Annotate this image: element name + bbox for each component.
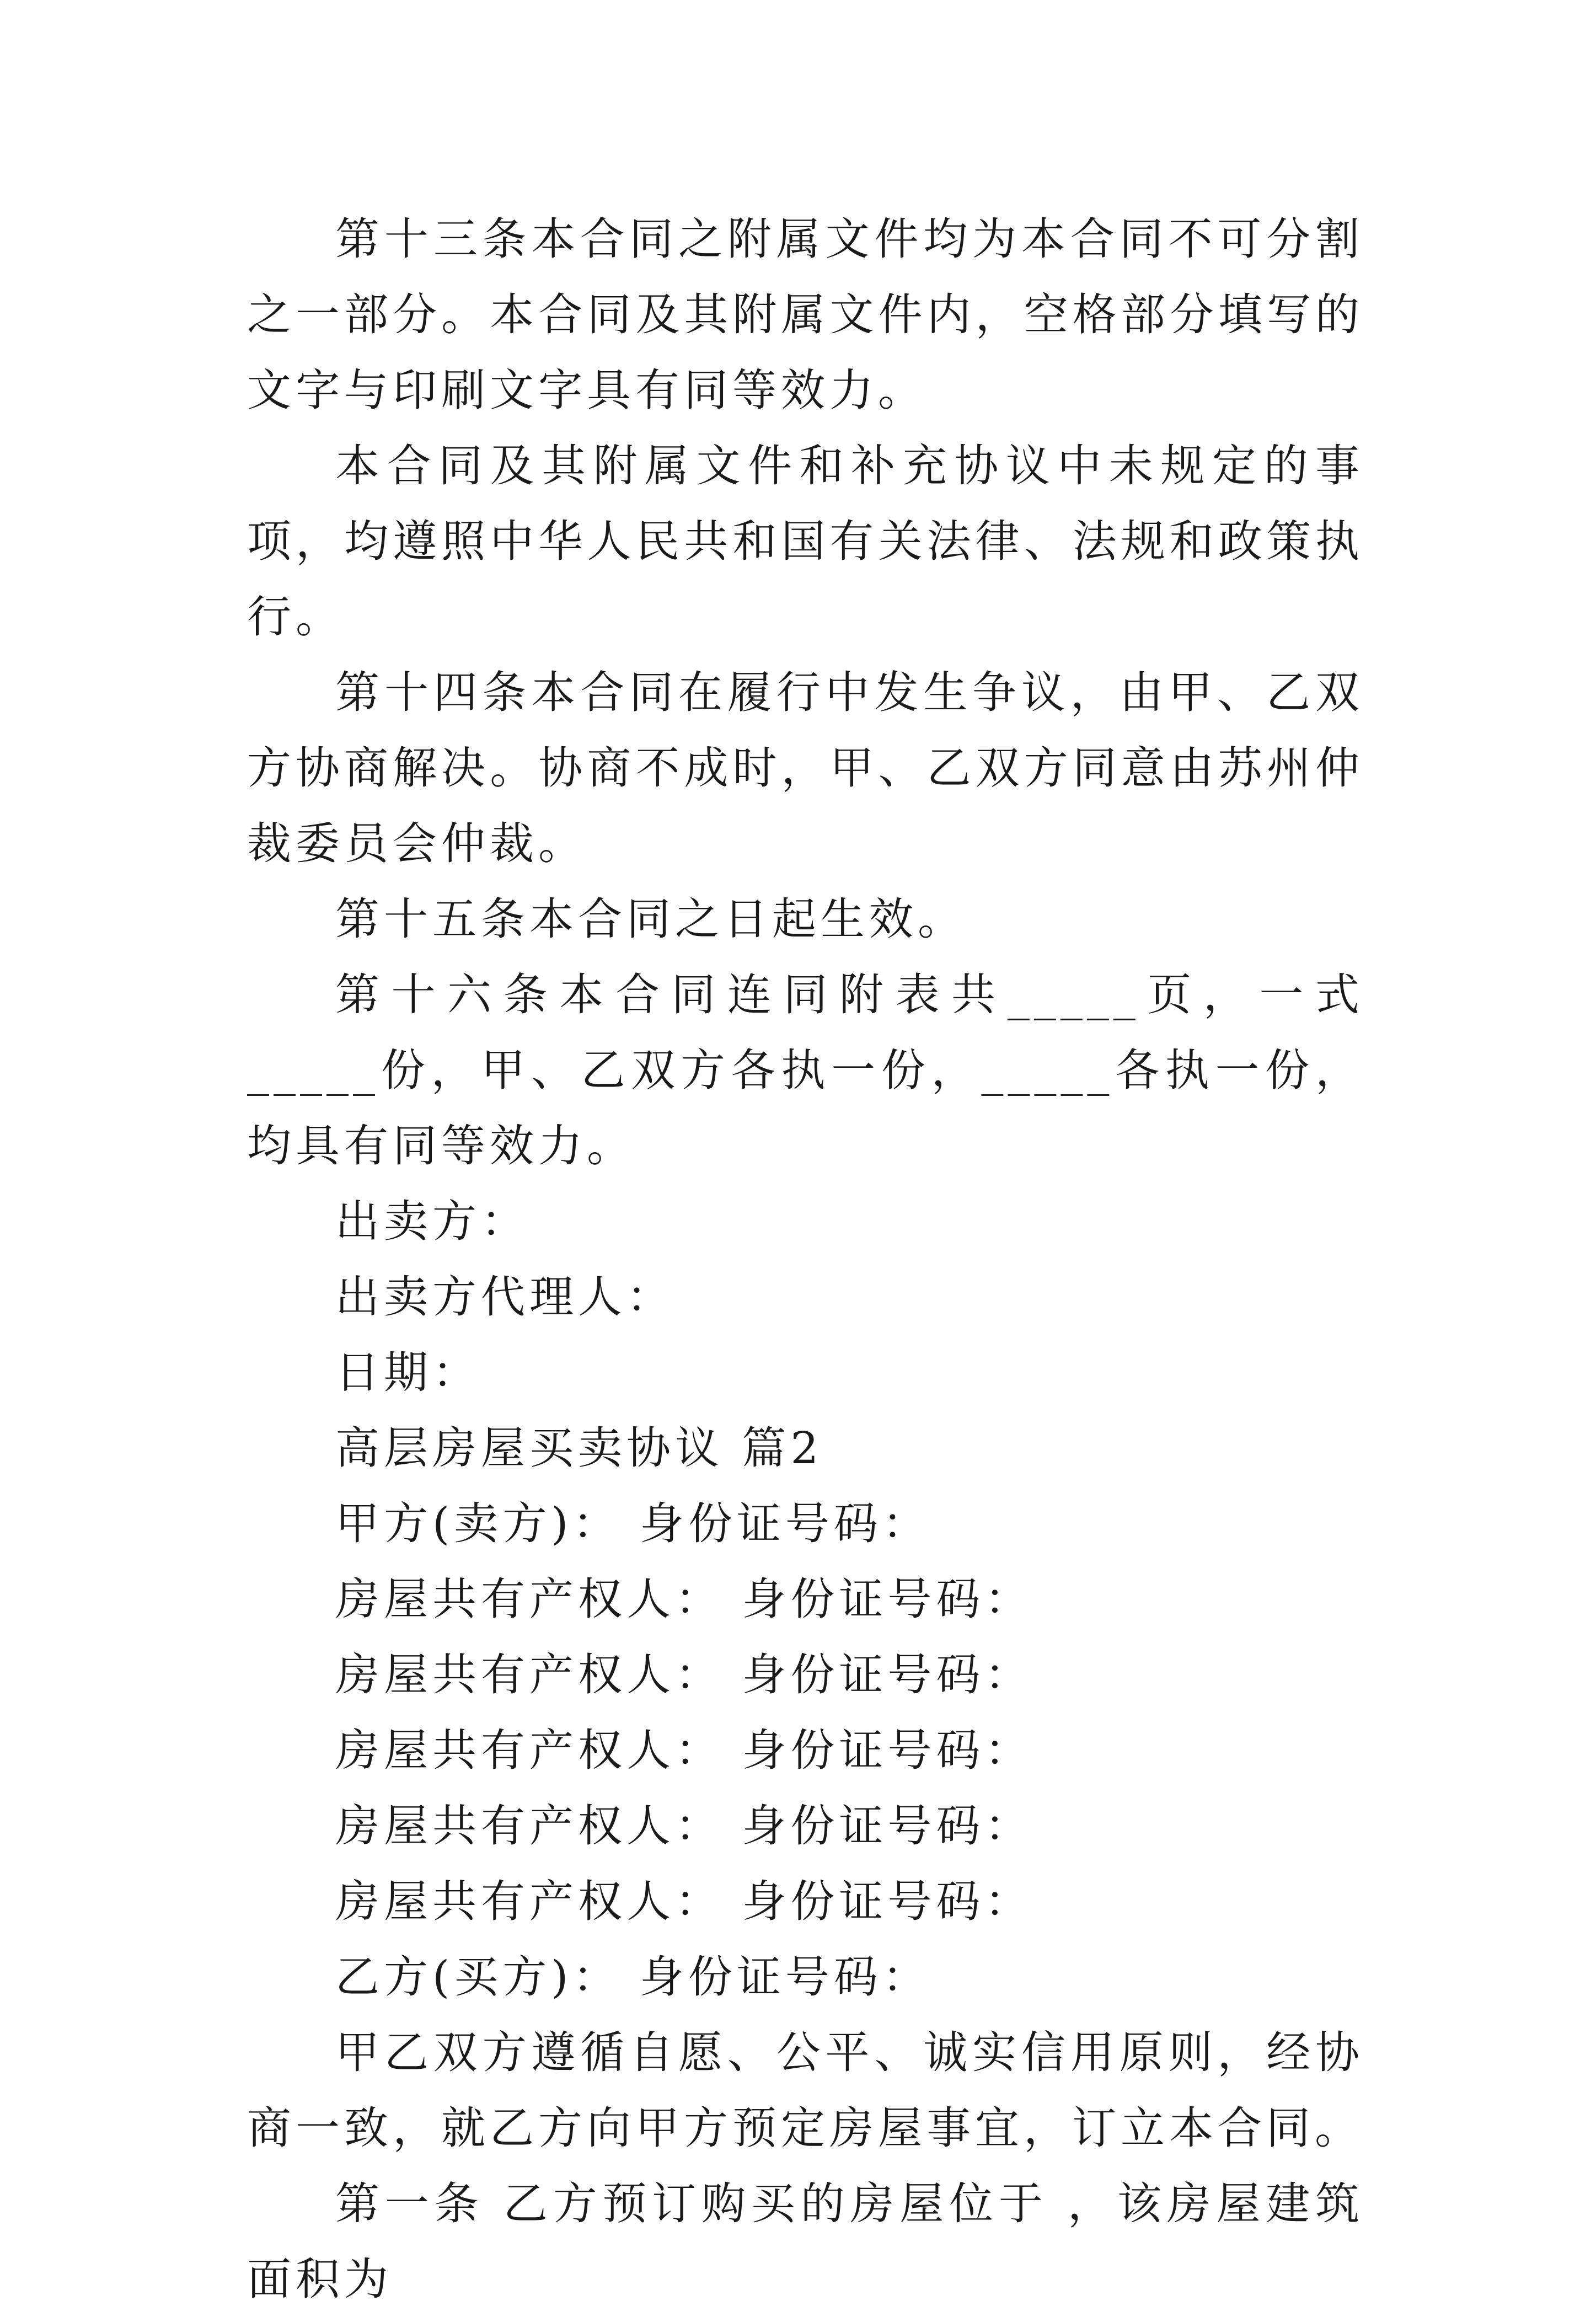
party-a-line: 甲方(卖方)： 身份证号码： bbox=[335, 1498, 931, 1549]
paragraph-article-16: 第十六条本合同连同附表共_____页，一式_____份，甲、乙双方各执一份，_____各执一份，均具有同等效力。 bbox=[247, 969, 1364, 1171]
paragraph-article-13: 第十三条本合同之附属文件均为本合同不可分割之一部分。本合同及其附属文件内，空格部分填写的文字与印刷文字具有同等效力。 bbox=[247, 213, 1364, 416]
co-owner-line: 房屋共有产权人： 身份证号码： bbox=[335, 1649, 1033, 1700]
document-body bbox=[247, 201, 1364, 2317]
paragraph-article-15: 第十五条本合同之日起生效。 bbox=[335, 893, 966, 945]
co-owner-line: 房屋共有产权人： 身份证号码： bbox=[335, 1725, 1033, 1776]
seller-agent-label: 出卖方代理人： bbox=[335, 1271, 675, 1323]
paragraph-principles: 甲乙双方遵循自愿、公平、诚实信用原则，经协商一致，就乙方向甲方预定房屋事宜，订立本合同。 bbox=[247, 2027, 1364, 2154]
date-label: 日期： bbox=[335, 1347, 481, 1398]
co-owner-line: 房屋共有产权人： 身份证号码： bbox=[335, 1800, 1033, 1852]
co-owner-line: 房屋共有产权人： 身份证号码： bbox=[335, 1876, 1033, 1927]
seller-label: 出卖方： bbox=[335, 1196, 529, 1247]
paragraph-article-14: 第十四条本合同在履行中发生争议，由甲、乙双方协商解决。协商不成时，甲、乙双方同意由苏州仲裁委员会仲裁。 bbox=[247, 667, 1364, 869]
paragraph-unregulated-matters: 本合同及其附属文件和补充协议中未规定的事项，均遵照中华人民共和国有关法律、法规和政策执行。 bbox=[247, 440, 1364, 643]
section-title: 高层房屋买卖协议 篇2 bbox=[335, 1422, 823, 1474]
co-owner-line: 房屋共有产权人： 身份证号码： bbox=[335, 1574, 1033, 1625]
paragraph-article-1: 第一条 乙方预订购买的房屋位于 ，该房屋建筑面积为 bbox=[247, 2178, 1364, 2305]
party-b-line: 乙方(买方)： 身份证号码： bbox=[335, 1951, 931, 2003]
